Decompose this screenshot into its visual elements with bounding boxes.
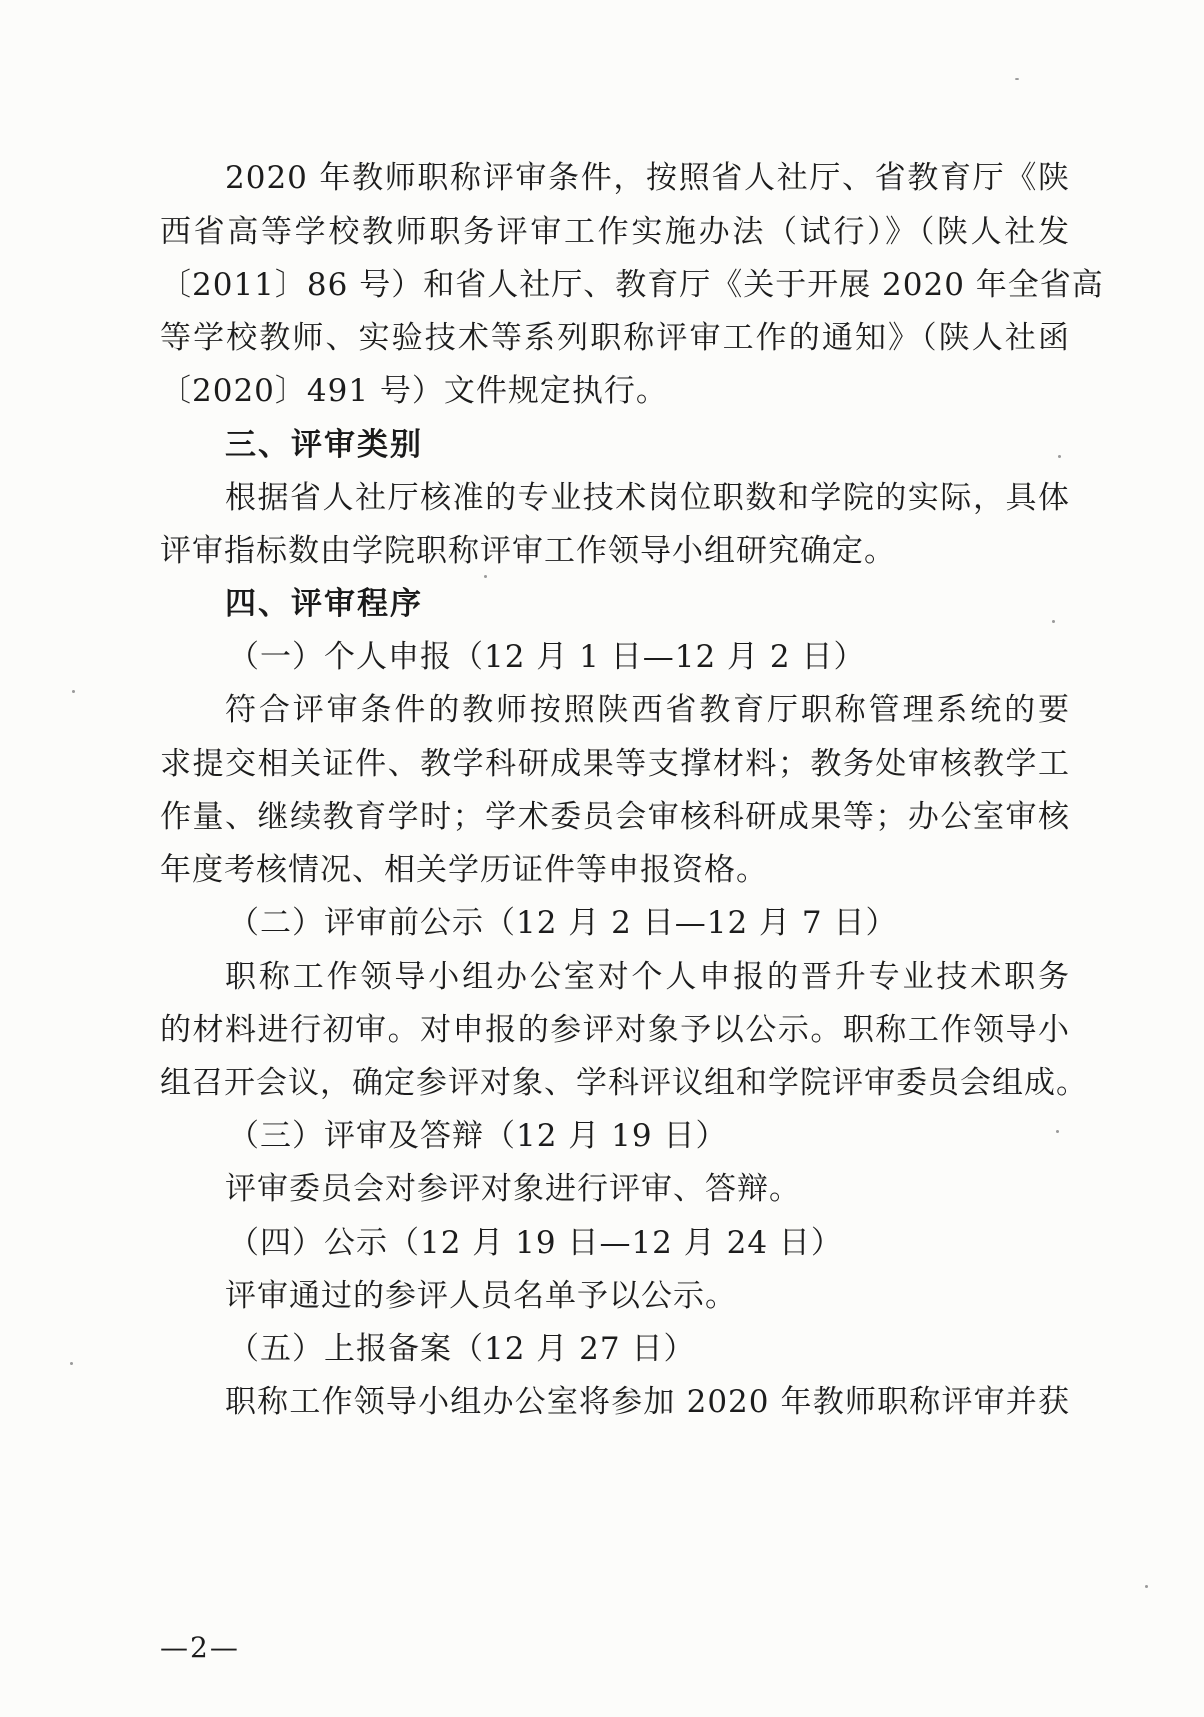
scan-speck: [1015, 78, 1019, 80]
scan-speck: [484, 575, 487, 578]
subsection-heading: （二）评审前公示（12 月 2 日—12 月 7 日）: [228, 905, 898, 941]
subsection-heading: （五）上报备案（12 月 27 日）: [228, 1331, 696, 1367]
scan-speck: [1145, 1585, 1148, 1588]
section-heading: 四、评审程序: [225, 586, 423, 622]
paragraph-line: 评审通过的参评人员名单予以公示。: [225, 1278, 737, 1314]
paragraph-line: 评审委员会对参评对象进行评审、答辩。: [225, 1171, 801, 1207]
paragraph-line: 的材料进行初审。对申报的参评对象予以公示。职称工作领导小: [160, 1012, 1070, 1048]
page-number: —2—: [160, 1631, 240, 1664]
paragraph-line: 职称工作领导小组办公室将参加 2020 年教师职称评审并获: [225, 1384, 1070, 1420]
paragraph-line: 〔2020〕491 号）文件规定执行。: [160, 373, 668, 409]
paragraph-line: 组召开会议，确定参评对象、学科评议组和学院评审委员会组成。: [160, 1065, 1088, 1101]
scan-speck: [70, 1362, 73, 1365]
paragraph-line: 年度考核情况、相关学历证件等申报资格。: [160, 852, 768, 888]
scan-speck: [1058, 455, 1061, 458]
paragraph-line: 〔2011〕86 号）和省人社厅、教育厅《关于开展 2020 年全省高: [160, 267, 1104, 303]
paragraph-line: 根据省人社厅核准的专业技术岗位职数和学院的实际，具体: [225, 480, 1070, 516]
paragraph-line: 西省高等学校教师职务评审工作实施办法（试行）》（陕人社发: [160, 214, 1070, 250]
paragraph-line: 2020 年教师职称评审条件，按照省人社厅、省教育厅《陕: [225, 160, 1070, 196]
paragraph-line: 求提交相关证件、教学科研成果等支撑材料；教务处审核教学工: [160, 746, 1070, 782]
paragraph-line: 职称工作领导小组办公室对个人申报的晋升专业技术职务: [225, 959, 1070, 995]
subsection-heading: （一）个人申报（12 月 1 日—12 月 2 日）: [228, 639, 866, 675]
paragraph-line: 符合评审条件的教师按照陕西省教育厅职称管理系统的要: [225, 692, 1070, 728]
section-heading: 三、评审类别: [225, 427, 423, 463]
paragraph-line: 等学校教师、实验技术等系列职称评审工作的通知》（陕人社函: [160, 320, 1070, 356]
subsection-heading: （四）公示（12 月 19 日—12 月 24 日）: [228, 1225, 843, 1261]
scan-speck: [1052, 620, 1055, 623]
paragraph-line: 评审指标数由学院职称评审工作领导小组研究确定。: [160, 533, 896, 569]
scan-speck: [72, 690, 75, 693]
subsection-heading: （三）评审及答辩（12 月 19 日）: [228, 1118, 728, 1154]
paragraph-line: 作量、继续教育学时；学术委员会审核科研成果等；办公室审核: [160, 799, 1070, 835]
scan-speck: [1056, 1130, 1059, 1133]
